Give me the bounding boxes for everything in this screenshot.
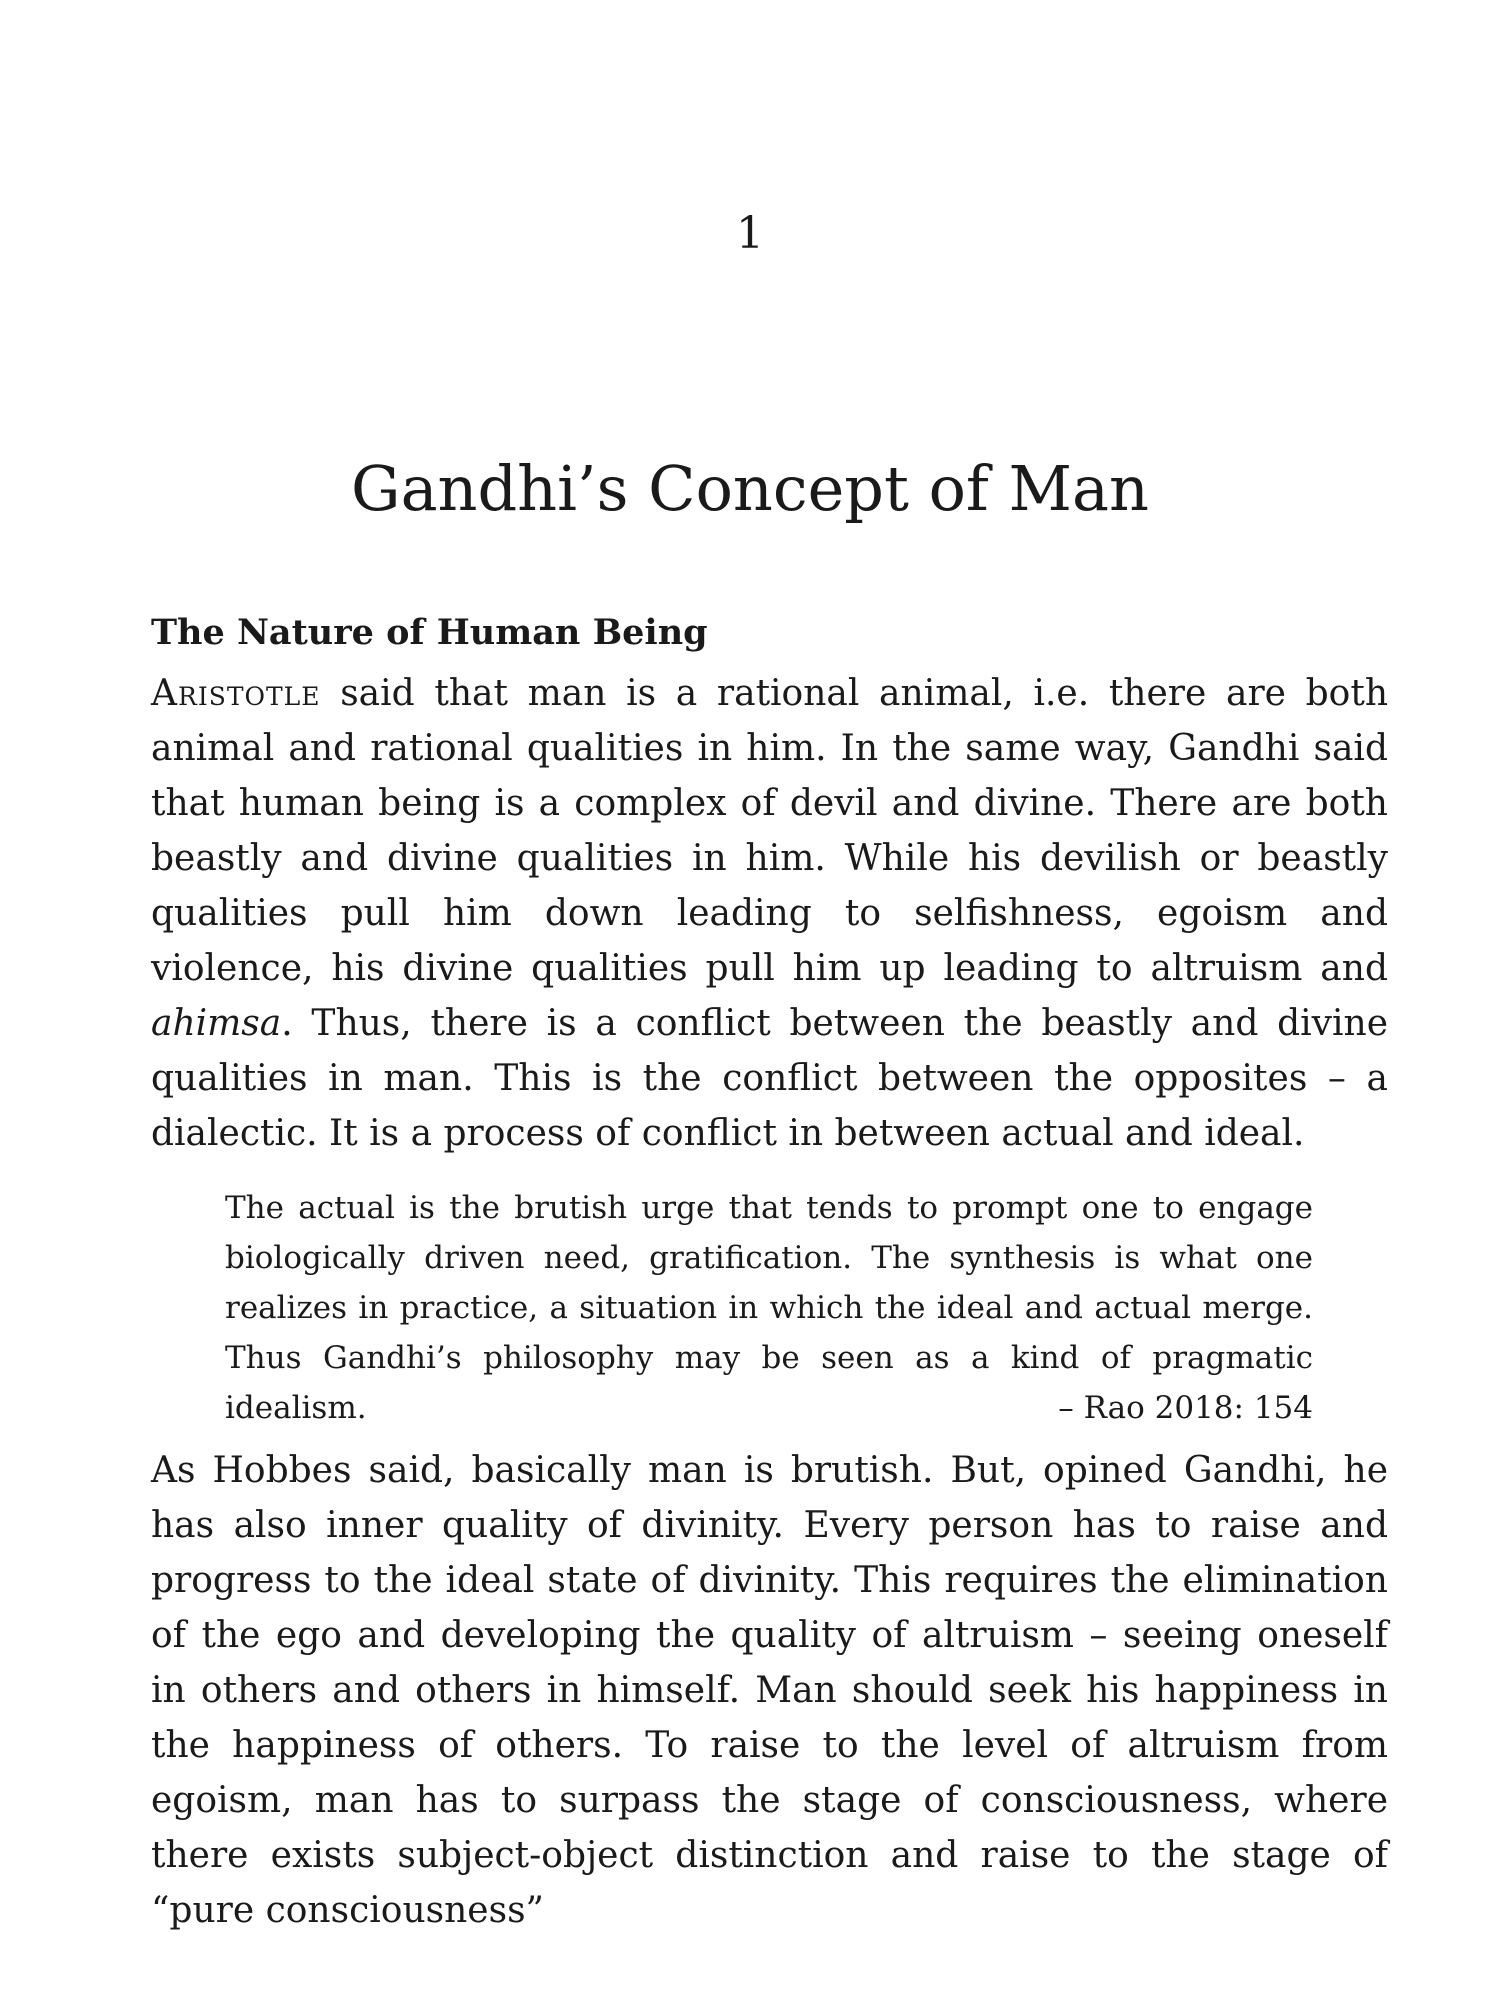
chapter-number: 1 (736, 208, 764, 259)
block-quote (225, 1183, 1313, 1433)
quote-citation: – Rao 2018: 154 (1058, 1390, 1313, 1426)
body-paragraph-1 (151, 666, 1388, 1161)
lead-name: Aristotle (151, 673, 321, 714)
page-body (151, 612, 1388, 1938)
chapter-title: Gandhi’s Concept of Man (351, 452, 1149, 525)
body-paragraph-2: As Hobbes said, basically man is brutish. But, opined Gandhi, he has also inner quality of divinity. Every person has to raise and progress to the ideal state of divinity. This requires the elimination of the ego and developing the quality of altruism – seeing oneself in others and others in himself. Man should seek his happiness in the happiness of others. To raise to the level of altruism from egoism, man has to surpass the stage of consciousness, where there exists subject-object distinction and raise to the stage of “pure consciousness” (151, 1450, 1388, 1931)
quote-text: The actual is the brutish urge that tends to prompt one to engage biologically driven need, gratification. The synthesis is what one realizes in practice, a situation in which the ideal and actual merge. Thus Gandhi’s philosophy may be seen as a kind of pragmatic idealism. (225, 1190, 1313, 1426)
paragraph-1-text-b: . Thus, there is a conflict between the beastly and divine qualities in man. This is the conflict between the opposites – a dialectic. It is a process of conflict in between actual and ideal. (151, 1003, 1388, 1154)
paragraph-1-text-a: said that man is a rational animal, i.e. there are both animal and rational qualities in him. In the same way, Gandhi said that human being is a complex of devil and divine. There are both beastly and divine qualities in him. While his devilish or beastly qualities pull him down leading to selfishness, egoism and violence, his divine qualities pull him up leading to altruism and (151, 673, 1388, 989)
section-heading: The Nature of Human Being (151, 612, 708, 653)
italic-term: ahimsa (151, 1003, 282, 1044)
